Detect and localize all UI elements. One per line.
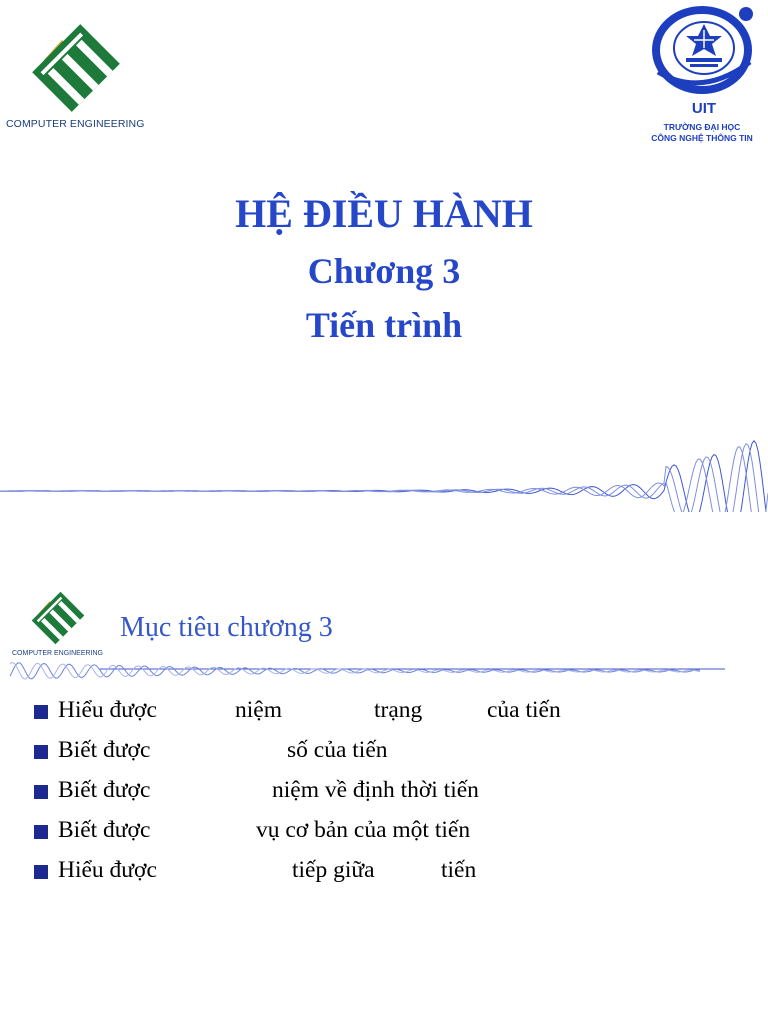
course-title: HỆ ĐIỀU HÀNH — [235, 191, 533, 236]
bullet-text: niệm về định thời tiến — [272, 777, 479, 803]
bullet-text: số của tiến — [287, 737, 388, 763]
chapter-title: Tiến trình — [305, 305, 463, 345]
bullet-text: vụ cơ bản của một tiến — [256, 817, 471, 843]
bullet-text: của tiến — [487, 697, 561, 723]
chapter-number: Chương 3 — [307, 251, 461, 291]
bullet-text: Biết được — [58, 777, 151, 803]
computer-engineering-logo — [8, 588, 108, 668]
computer-engineering-label: COMPUTER ENGINEERING — [12, 650, 104, 657]
computer-engineering-logo — [0, 0, 150, 150]
computer-engineering-label: COMPUTER ENGINEERING — [6, 118, 145, 130]
uit-logo — [640, 2, 768, 150]
bullet-text: tiến — [441, 857, 477, 883]
bullet-text: Biết được — [58, 737, 151, 763]
bullet-text: trạng — [374, 697, 423, 723]
slide-title: Mục tiêu chương 3 — [120, 612, 333, 643]
bullet-square-icon — [34, 825, 48, 839]
decorative-wave — [0, 395, 768, 512]
uit-emblem-icon — [646, 2, 762, 100]
bullet-text: Hiểu được — [58, 697, 157, 723]
bullet-text: Hiểu được — [58, 857, 157, 883]
bullet-text: tiếp giữa — [292, 857, 375, 883]
decorative-wave — [0, 657, 768, 697]
uit-line-2: CÔNG NGHỆ THÔNG TIN — [651, 133, 753, 143]
bullet-square-icon — [34, 785, 48, 799]
uit-name: UIT — [691, 100, 717, 117]
bullet-text: niệm — [235, 697, 282, 723]
bullet-square-icon — [34, 705, 48, 719]
bullet-square-icon — [34, 865, 48, 879]
computer-engineering-logo-icon — [26, 18, 126, 118]
uit-line-1: TRƯỜNG ĐẠI HỌC — [663, 122, 741, 132]
computer-engineering-logo-icon — [28, 588, 88, 648]
objectives-slide — [0, 512, 768, 1024]
bullet-text: Biết được — [58, 817, 151, 843]
bullet-square-icon — [34, 745, 48, 759]
